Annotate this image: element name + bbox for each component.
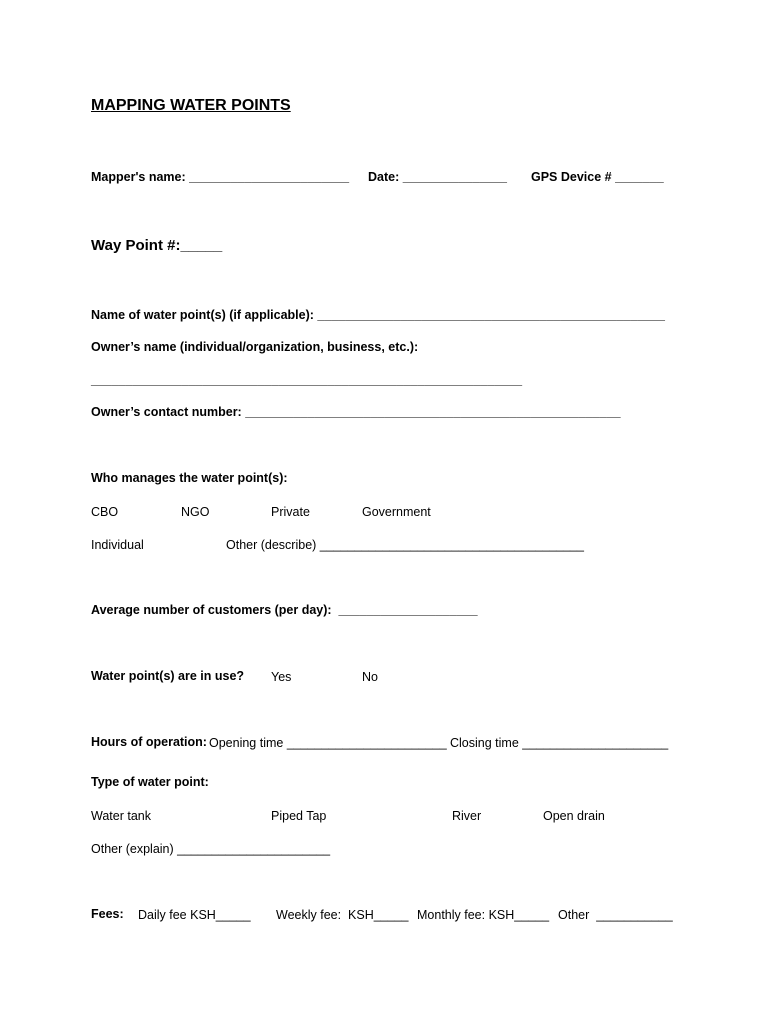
- opening-time-field: Opening time _______________________: [209, 736, 447, 750]
- date-field: Date: _______________: [368, 170, 508, 184]
- daily-fee-field: Daily fee KSH_____: [138, 908, 251, 922]
- type-label: Type of water point:: [91, 775, 209, 789]
- manages-option-individual: Individual: [91, 538, 144, 552]
- closing-time-field: Closing time _____________________: [450, 736, 669, 750]
- manages-option-government: Government: [362, 505, 431, 519]
- in-use-label: Water point(s) are in use?: [91, 669, 245, 683]
- page-title: MAPPING WATER POINTS: [91, 97, 291, 114]
- hours-label: Hours of operation:: [91, 735, 207, 749]
- type-option-other: Other (explain) ______________________: [91, 842, 331, 856]
- manages-option-other: Other (describe) ______________________________________: [226, 538, 584, 552]
- manages-option-cbo: CBO: [91, 505, 119, 519]
- manages-option-private: Private: [271, 505, 310, 519]
- water-point-name-field: Name of water point(s) (if applicable): __________________________________________________: [91, 308, 666, 322]
- type-option-open-drain: Open drain: [543, 809, 605, 823]
- gps-device-field: GPS Device # _______: [531, 170, 664, 184]
- type-option-water-tank: Water tank: [91, 809, 151, 823]
- manages-label: Who manages the water point(s):: [91, 471, 288, 485]
- weekly-fee-field: Weekly fee: KSH_____: [276, 908, 409, 922]
- owner-name-label: Owner’s name (individual/organization, business, etc.):: [91, 340, 419, 354]
- type-option-river: River: [452, 809, 482, 823]
- fees-label: Fees:: [91, 907, 124, 921]
- way-point-field: Way Point #:_____: [91, 237, 223, 254]
- in-use-option-no: No: [362, 670, 378, 684]
- mapper-name-field: Mapper's name: _______________________: [91, 170, 350, 184]
- owner-name-line: ______________________________________________________________: [91, 373, 523, 387]
- average-customers-field: Average number of customers (per day): ____________________: [91, 603, 478, 617]
- manages-option-ngo: NGO: [181, 505, 210, 519]
- other-fee-field: Other ___________: [558, 908, 673, 922]
- in-use-option-yes: Yes: [271, 670, 292, 684]
- type-option-piped-tap: Piped Tap: [271, 809, 327, 823]
- monthly-fee-field: Monthly fee: KSH_____: [417, 908, 550, 922]
- owner-contact-field: Owner’s contact number: ______________________________________________________: [91, 405, 621, 419]
